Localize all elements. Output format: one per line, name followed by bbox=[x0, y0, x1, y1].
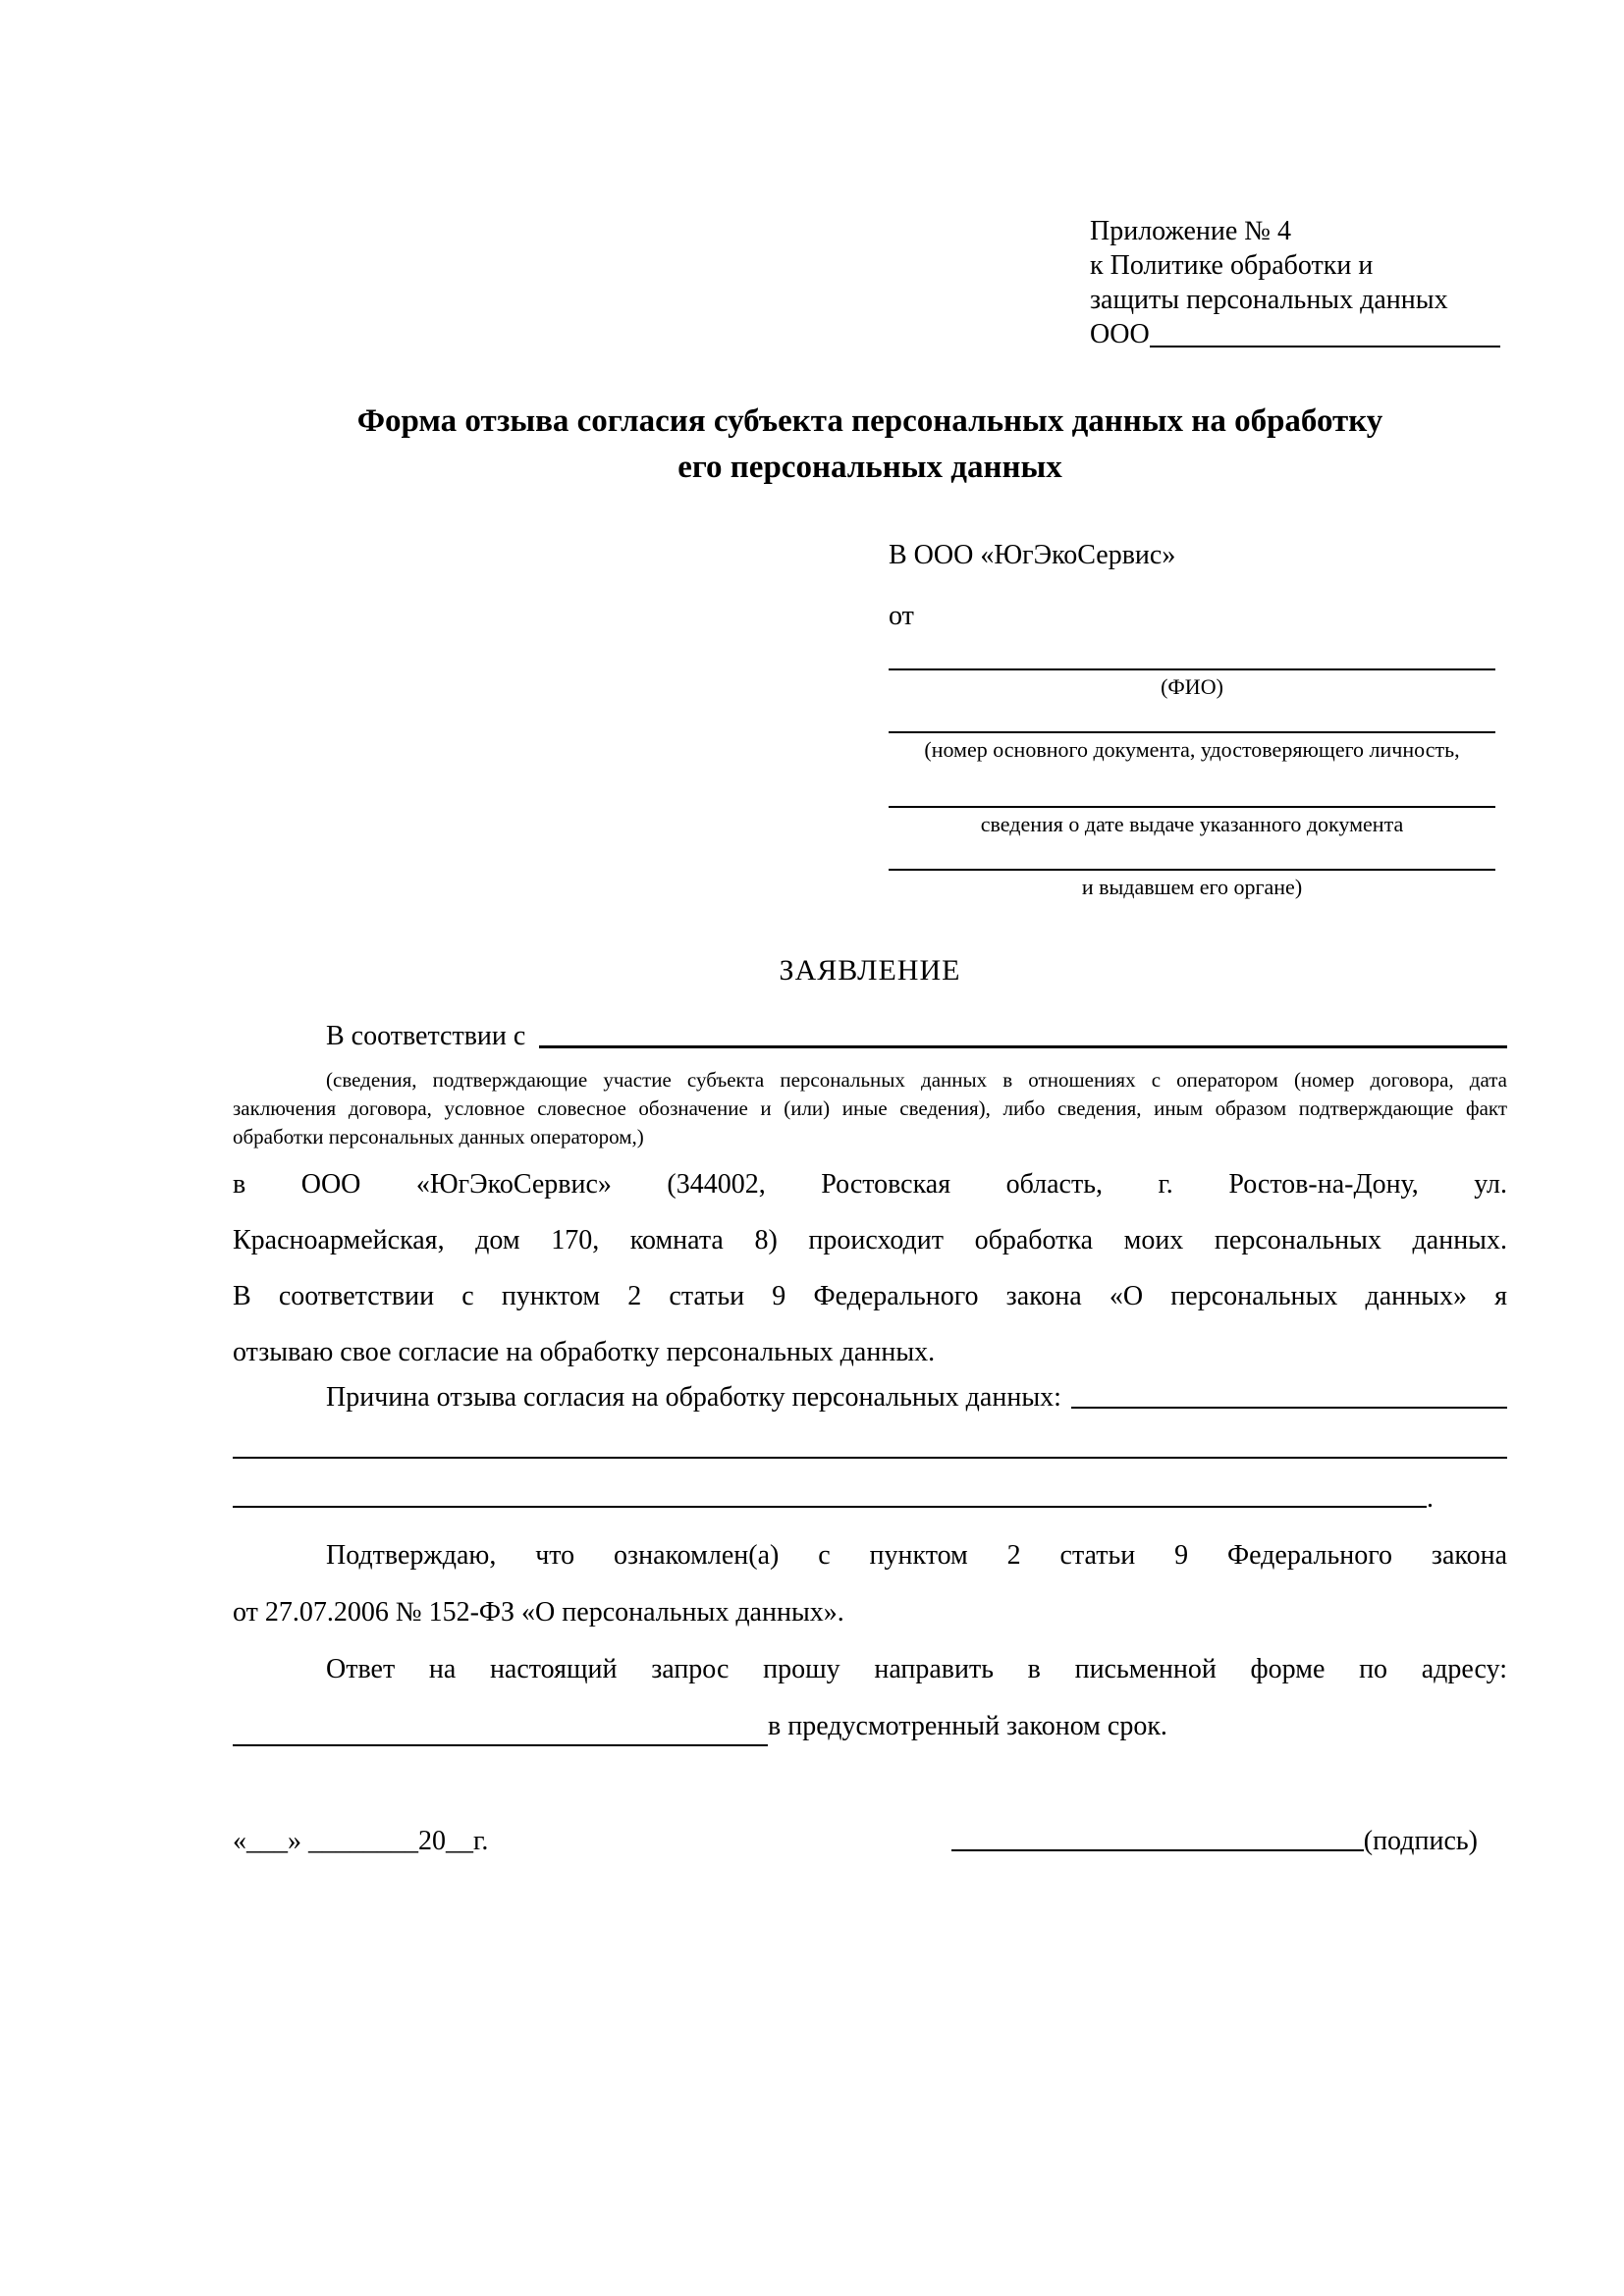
signature-blank-line bbox=[951, 1849, 1364, 1851]
statement-body-line-4: отзываю свое согласие на обработку персональных данных. bbox=[233, 1337, 936, 1367]
address-blank-line bbox=[233, 1744, 768, 1746]
answer-paragraph bbox=[233, 1641, 1507, 1755]
identity-document-caption: (номер основного документа, удостоверяющего личность, bbox=[924, 737, 1460, 762]
accordance-caption-line-2: заключения договора, условное словесное обозначение и (или) иные сведения), либо сведения, иным образом подтверждающие факт bbox=[233, 1096, 1507, 1120]
appendix-number: Приложение № 4 bbox=[1090, 216, 1291, 246]
confirmation-line-2: от 27.07.2006 № 152-ФЗ «О персональных данных». bbox=[233, 1597, 844, 1628]
accordance-caption bbox=[233, 1066, 1507, 1151]
reason-terminator: . bbox=[1427, 1483, 1434, 1514]
issue-date-caption: сведения о дате выдаче указанного документа bbox=[980, 812, 1404, 836]
statement-body-line-1: в ООО «ЮгЭкоСервис» (344002, Ростовская область, г. Ростов-на-Дону, ул. bbox=[233, 1169, 1507, 1200]
confirmation-paragraph bbox=[233, 1527, 1507, 1641]
appendix-policy-line-2: защиты персональных данных bbox=[1090, 285, 1448, 315]
accordance-caption-line-1: (сведения, подтверждающие участие субъекта персональных данных в отношениях с оператором (номер договора, дата bbox=[326, 1068, 1507, 1092]
answer-line-2-suffix: в предусмотренный законом срок. bbox=[768, 1711, 1167, 1741]
issuing-authority-blank-line bbox=[889, 869, 1495, 899]
fio-blank-line bbox=[889, 668, 1495, 731]
appendix-header bbox=[1090, 214, 1500, 351]
reason-blank-line-2 bbox=[233, 1404, 1507, 1459]
accordance-prefix: В соответствии с bbox=[326, 1021, 526, 1051]
document-title bbox=[233, 399, 1507, 491]
issuing-authority-caption: и выдавшем его органе) bbox=[1081, 875, 1303, 899]
answer-address-row bbox=[233, 1698, 1507, 1755]
accordance-row bbox=[233, 1013, 1507, 1052]
statement-body-line-2: Красноармейская, дом 170, комната 8) происходит обработка моих персональных данных. bbox=[233, 1225, 1507, 1255]
document-title-line-2: его персональных данных bbox=[677, 450, 1062, 485]
reason-blank-row-3 bbox=[233, 1459, 1507, 1513]
reason-blank-line-3 bbox=[233, 1506, 1427, 1508]
statement-heading: ЗАЯВЛЕНИЕ bbox=[779, 954, 961, 987]
identity-document-blank-line bbox=[889, 731, 1495, 806]
addressee-organization: В ООО «ЮгЭкоСервис» bbox=[889, 540, 1176, 570]
accordance-caption-line-3: обработки персональных данных оператором,) bbox=[233, 1125, 644, 1148]
appendix-policy-line-1: к Политике обработки и bbox=[1090, 250, 1374, 281]
appendix-ooo-row bbox=[1090, 317, 1500, 351]
issue-date-blank-line bbox=[889, 806, 1495, 869]
reason-label: Причина отзыва согласия на обработку персональных данных: bbox=[326, 1382, 1061, 1413]
document-title-line-1: Форма отзыва согласия субъекта персональных данных на обработку bbox=[356, 403, 1383, 439]
accordance-blank-line bbox=[539, 1045, 1507, 1048]
confirmation-line-1: Подтверждаю, что ознакомлен(а) с пунктом 2 статьи 9 Федерального закона bbox=[326, 1540, 1507, 1571]
answer-line-1: Ответ на настоящий запрос прошу направить в письменной форме по адресу: bbox=[326, 1654, 1507, 1684]
ooo-blank-line bbox=[1150, 346, 1500, 347]
fio-caption: (ФИО) bbox=[1161, 674, 1223, 699]
addressee-from-label: от bbox=[889, 601, 914, 631]
addressee-block bbox=[889, 540, 1495, 899]
statement-body-line-3: В соответствии с пунктом 2 статьи 9 Федерального закона «О персональных данных» я bbox=[233, 1281, 1507, 1311]
ooo-label: ООО bbox=[1090, 319, 1150, 349]
date-signature-row bbox=[233, 1816, 1507, 1857]
statement-body bbox=[233, 1156, 1507, 1380]
date-blank: «___» ________20__г. bbox=[233, 1826, 489, 1856]
signature-caption: (подпись) bbox=[1363, 1826, 1478, 1856]
